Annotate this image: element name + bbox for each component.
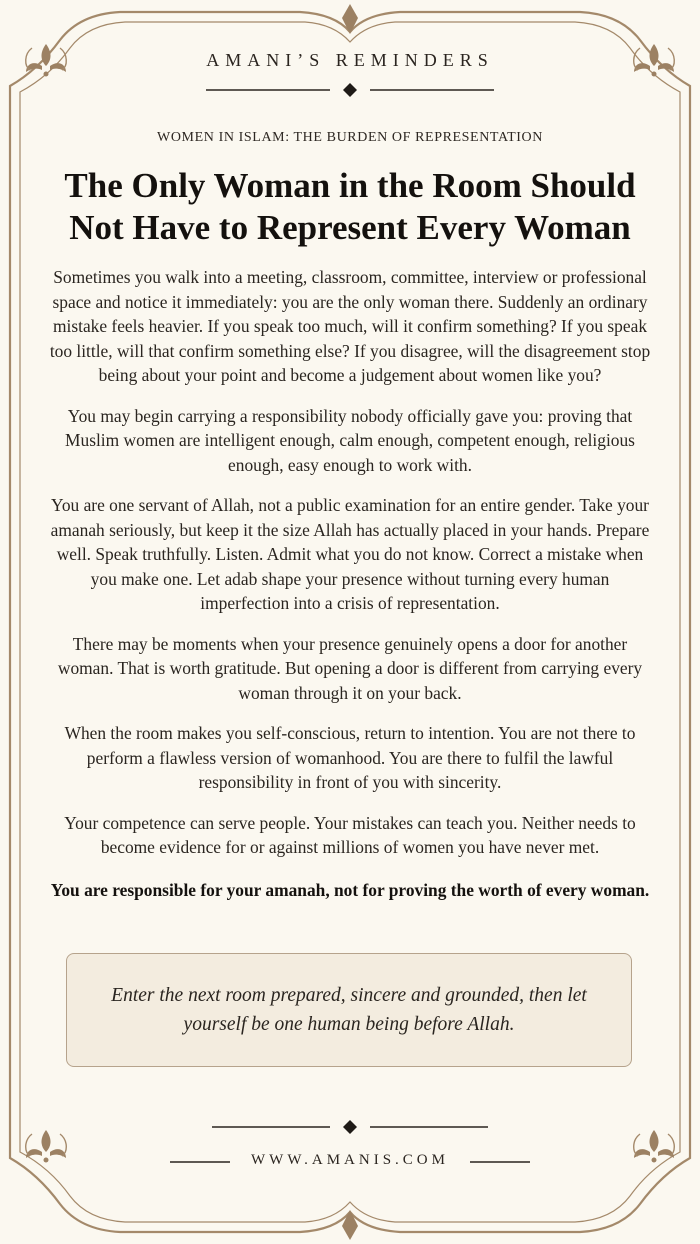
paragraph: You may begin carrying a responsibility nobody officially gave you: proving that Muslim women are intelligent enough, calm enough, competent enough, religious enough, easy enough to work with. [65, 405, 635, 475]
article-body [46, 265, 654, 918]
paragraph: You are one servant of Allah, not a public examination for an entire gender. Take your amanah seriously, but keep it the size Allah has actually placed in your hands. Prepare well. Speak truthfully. Listen. Admit what you do not know. Correct a mistake when you make one. Let adab shape your presence without turning every human imperfection into a crisis of representation. [50, 495, 650, 613]
callout-box [66, 953, 632, 1067]
paragraph: Your competence can serve people. Your mistakes can teach you. Neither needs to become evidence for or against millions of women you have never met. [64, 812, 636, 857]
paragraph: There may be moments when your presence genuinely opens a door for another woman. That is worth gratitude. But opening a door is different from carrying every woman through it on your back. [57, 633, 643, 703]
article-kicker: WOMEN IN ISLAM: THE BURDEN OF REPRESENTATION [157, 130, 543, 145]
footer-divider [0, 1112, 700, 1142]
article-title: The Only Woman in the Room Should Not Have to Represent Every Woman [64, 166, 636, 247]
key-statement: You are responsible for your amanah, not for proving the worth of every woman. [50, 879, 650, 900]
brand-title: AMANI’S REMINDERS [206, 50, 494, 70]
callout-text: Enter the next room prepared, sincere and grounded, then let yourself be one human being before Allah. [111, 985, 587, 1035]
paragraph: When the room makes you self-conscious, return to intention. You are not there to perform a flawless version of womanhood. You are there to fulfil the lawful responsibility in front of you with sincerity. [64, 723, 636, 792]
header-divider [0, 78, 700, 102]
website-link[interactable]: WWW.AMANIS.COM [251, 1152, 449, 1168]
paragraph: Sometimes you walk into a meeting, classroom, committee, interview or professional space and notice it immediately: you are the only woman there. Suddenly an ordinary mistake feels heavier. If you speak too much, will it confirm something? If you speak too little, will that confirm something else? If you disagree, will the disagreement stop being about your point and become a judgement about women like you? [49, 267, 651, 385]
